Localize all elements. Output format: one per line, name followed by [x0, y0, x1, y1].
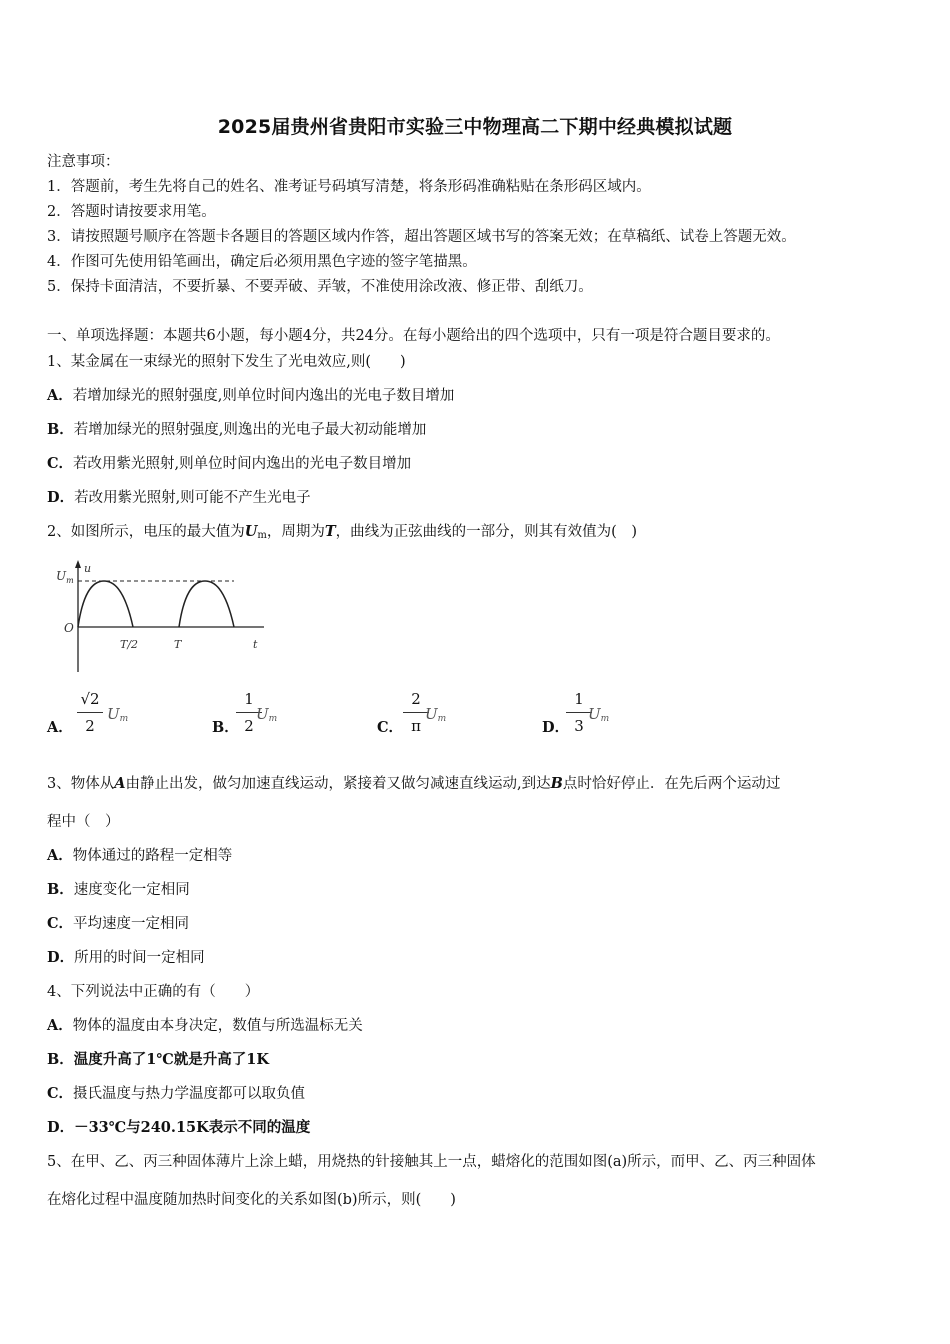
um-subscript: m: [257, 530, 267, 541]
q3-stem-part: 3、物体从: [47, 776, 115, 792]
y-max-label: $U_m$: [56, 569, 74, 585]
option-label: B．: [47, 421, 74, 438]
tick-half-period: T/2: [120, 638, 139, 651]
q3-option-d: [47, 948, 205, 968]
q1-option-c: [47, 454, 411, 474]
option-text: 若增加绿光的照射强度,则逸出的光电子最大初动能增加: [73, 422, 427, 438]
sine-half-wave-1: [78, 581, 133, 627]
um-unit: $U_m$: [588, 705, 610, 724]
note-item-1: 1．答题前，考生先将自己的姓名、准考证号码填写清楚，将条形码准确粘贴在条形码区域内。: [47, 179, 651, 195]
point-a-symbol: A: [114, 775, 126, 792]
x-axis-label: t: [253, 638, 258, 651]
period-symbol: T: [324, 523, 336, 540]
q3-option-c: [47, 914, 189, 934]
section-heading: 一、单项选择题：本题共6小题，每小题4分，共24分。在每小题给出的四个选项中，只有一项是符合题目要求的。: [47, 328, 780, 344]
note-item-5: 5．保持卡面清洁，不要折暴、不要弄破、弄皱，不准使用涂改液、修正带、刮纸刀。: [47, 279, 593, 295]
option-label: A．: [47, 847, 73, 864]
origin-label: O: [64, 621, 74, 635]
q3-stem-part: 由静止出发，做匀加速直线运动，紧接着又做匀减速直线运动,到达: [125, 776, 551, 792]
fraction: [77, 688, 103, 737]
option-text: 物体通过的路程一定相等: [72, 848, 233, 864]
q3-stem-line2: 程中（ ）: [47, 814, 120, 830]
option-text: 平均速度一定相同: [73, 916, 190, 932]
q4-option-d: [47, 1118, 310, 1138]
note-item-4: 4．作图可先使用铅笔画出，确定后必须用黑色字迹的签字笔描黑。: [47, 254, 477, 270]
choice-label: D．: [542, 719, 570, 736]
q2-stem-part: 2、如图所示，电压的最大值为: [47, 524, 245, 540]
denominator: 2: [244, 717, 254, 735]
q5-stem-line2: 在熔化过程中温度随加热时间变化的关系如图(b)所示，则( ): [47, 1192, 456, 1208]
point-b-symbol: B: [550, 775, 563, 792]
option-label: C．: [47, 455, 74, 472]
numerator: 1: [244, 690, 254, 708]
q1-option-a: [47, 386, 454, 406]
denominator: π: [411, 717, 421, 735]
notes-heading: 注意事项：: [47, 154, 120, 170]
numerator: 1: [574, 690, 584, 708]
page-title: 2025届贵州省贵阳市实验三中物理高二下期中经典模拟试题: [217, 116, 733, 138]
numerator: 2: [411, 690, 421, 708]
q1-stem: 1、某金属在一束绿光的照射下发生了光电效应,则( ): [47, 354, 406, 370]
option-text: 若改用紫光照射,则单位时间内逸出的光电子数目增加: [73, 456, 412, 472]
option-label: C．: [47, 915, 74, 932]
option-label: C．: [47, 1085, 74, 1102]
option-text: －33℃与240.15K表示不同的温度: [74, 1119, 311, 1136]
denominator: 2: [85, 717, 95, 735]
option-text: 物体的温度由本身决定，数值与所选温标无关: [72, 1018, 363, 1034]
q5-stem-line1: 5、在甲、乙、丙三种固体薄片上涂上蜡，用烧热的针接触其上一点，蜡熔化的范围如图(a)所示，而甲、乙、丙三种固体: [47, 1154, 816, 1170]
option-text: 若增加绿光的照射强度,则单位时间内逸出的光电子数目增加: [72, 388, 455, 404]
q2-stem: [47, 522, 637, 546]
option-label: D．: [47, 489, 75, 506]
note-item-3: 3．请按照题号顺序在答题卡各题目的答题区域内作答，超出答题区域书写的答案无效；在草稿纸、试卷上答题无效。: [47, 229, 796, 245]
option-label: D．: [47, 1119, 75, 1136]
um-unit: $U_m$: [425, 705, 447, 724]
note-item-2: 2．答题时请按要求用笔。: [47, 204, 216, 220]
option-text: 所用的时间一定相同: [74, 950, 205, 966]
option-label: A．: [47, 387, 73, 404]
voltage-graph: [46, 556, 276, 680]
um-symbol: U: [244, 523, 258, 540]
q3-option-b: [47, 880, 190, 900]
um-unit: $U_m$: [256, 705, 278, 724]
numerator: √2: [80, 690, 100, 708]
q3-stem-part: 点时恰好停止．在先后两个运动过: [562, 776, 781, 792]
y-axis-arrow: [75, 560, 81, 568]
um-unit: $U_m$: [107, 705, 129, 724]
choice-label: A．: [47, 719, 73, 736]
q2-stem-part: ，曲线为正弦曲线的一部分，则其有效值为( ): [335, 524, 637, 540]
option-text: 摄氏温度与热力学温度都可以取负值: [73, 1086, 306, 1102]
q3-option-a: [47, 846, 232, 866]
option-text: 速度变化一定相同: [73, 882, 190, 898]
y-axis-label: u: [84, 562, 92, 575]
denominator: 3: [574, 717, 584, 735]
fraction-bar: [77, 712, 103, 713]
option-label: A．: [47, 1017, 73, 1034]
choice-label: B．: [212, 719, 239, 736]
q4-stem: 4、下列说法中正确的有（ ）: [47, 984, 260, 1000]
q1-option-b: [47, 420, 426, 440]
q4-option-b: [47, 1050, 269, 1070]
q2-stem-part: ，周期为: [266, 524, 325, 540]
option-label: D．: [47, 949, 75, 966]
q4-option-c: [47, 1084, 305, 1104]
option-text: 若改用紫光照射,则可能不产生光电子: [74, 490, 311, 506]
sine-half-wave-2: [179, 581, 234, 627]
option-label: B．: [47, 1051, 74, 1068]
option-text: 温度升高了1℃就是升高了1K: [73, 1051, 269, 1068]
q4-option-a: [47, 1016, 363, 1036]
option-label: B．: [47, 881, 74, 898]
tick-period: T: [174, 638, 182, 651]
choice-label: C．: [377, 719, 404, 736]
q3-stem-line1: [47, 774, 780, 794]
q1-option-d: [47, 488, 311, 508]
